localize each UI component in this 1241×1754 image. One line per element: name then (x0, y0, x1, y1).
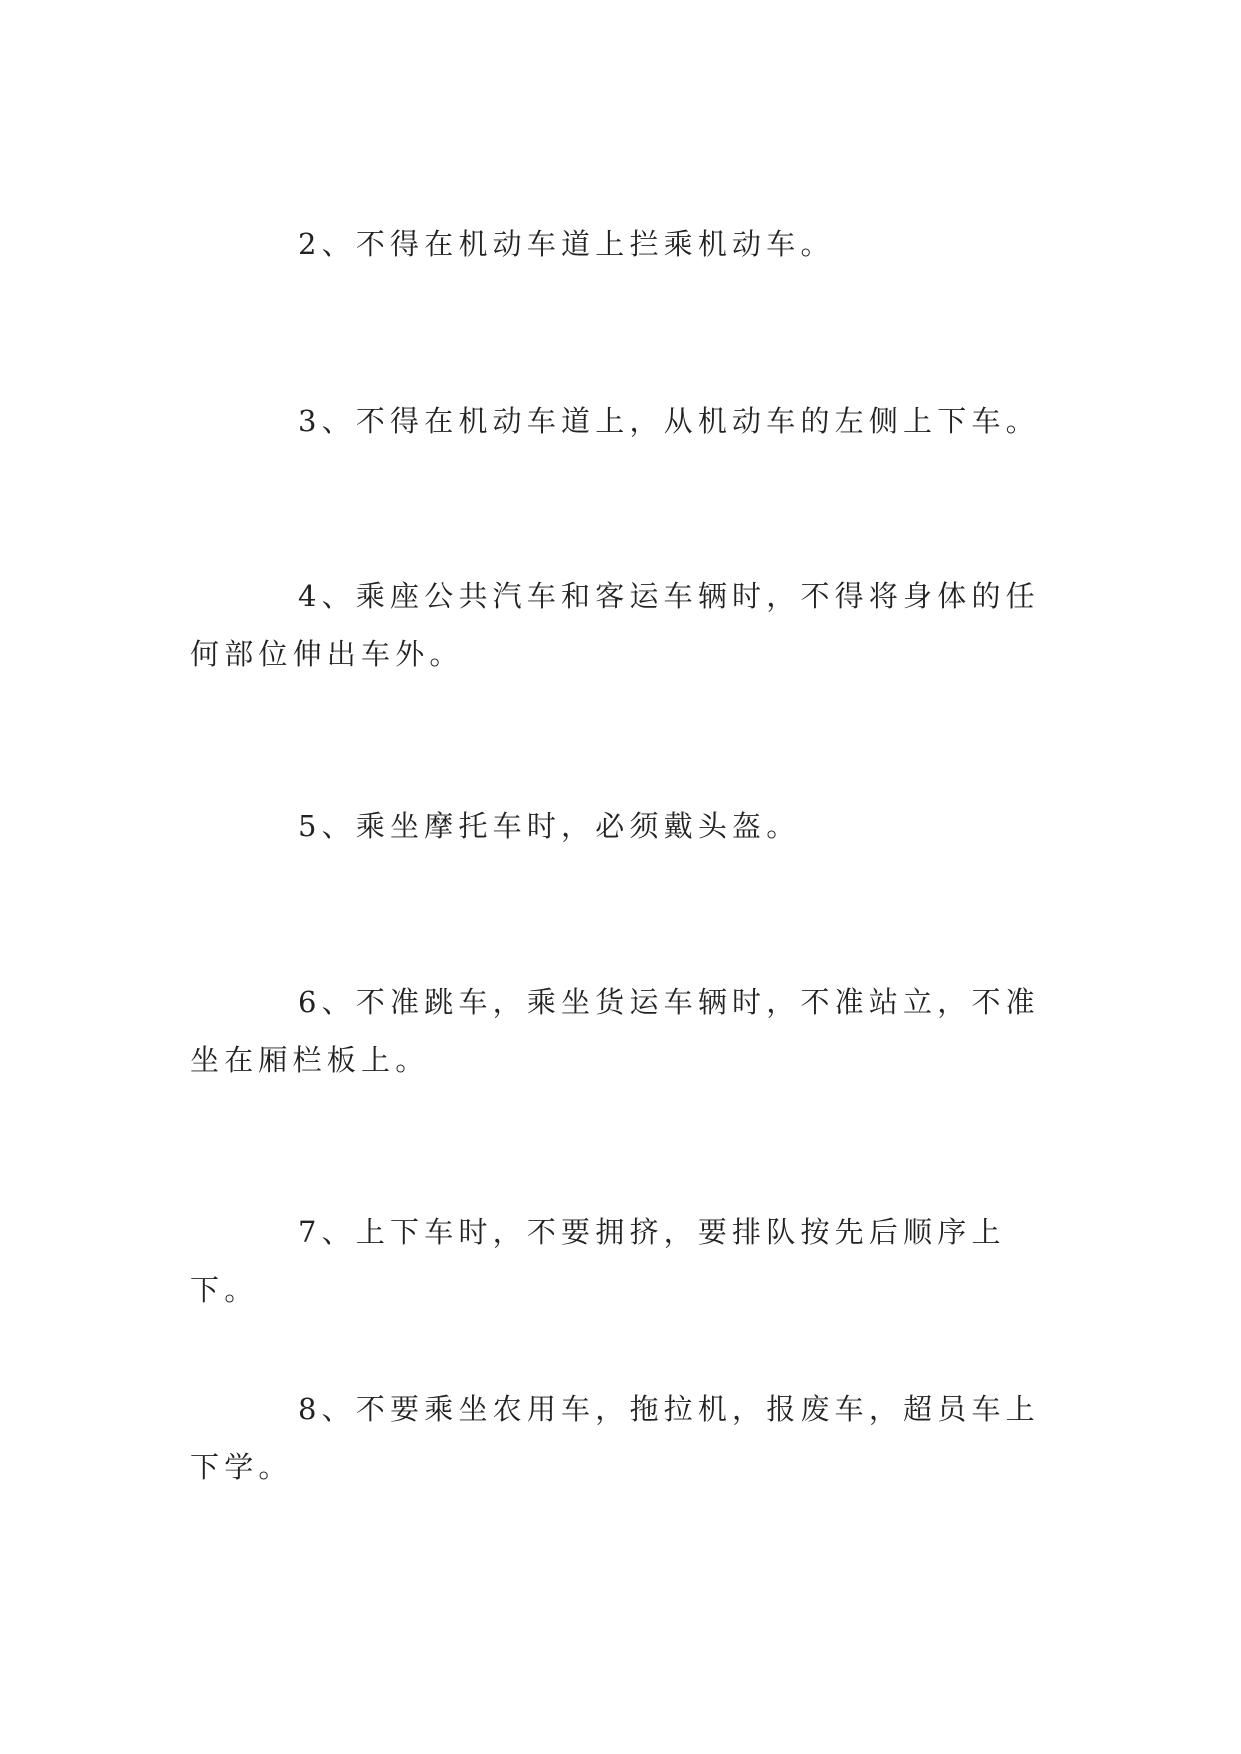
paragraph-item-7: 7、上下车时，不要拥挤，要排队按先后顺序上下。 (190, 1215, 1006, 1307)
paragraph-item-5: 5、乘坐摩托车时，必须戴头盔。 (298, 809, 801, 843)
paragraph-item-8: 8、不要乘坐农用车，拖拉机，报废车，超员车上下学。 (190, 1392, 1040, 1484)
paragraph-item-6: 6、不准跳车，乘坐货运车辆时，不准站立，不准坐在厢栏板上。 (190, 985, 1040, 1077)
paragraph-item-3: 3、不得在机动车道上，从机动车的左侧上下车。 (298, 404, 1040, 438)
paragraph-item-4: 4、乘座公共汽车和客运车辆时，不得将身体的任何部位伸出车外。 (190, 579, 1040, 671)
paragraph-item-2: 2、不得在机动车道上拦乘机动车。 (298, 227, 835, 261)
